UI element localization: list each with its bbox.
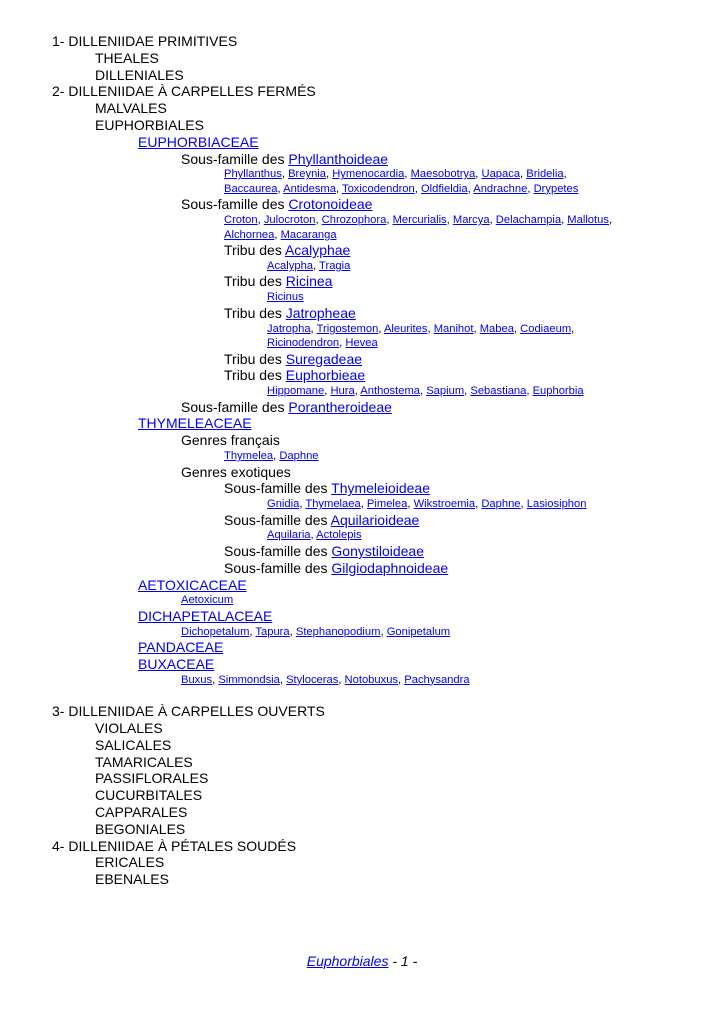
genus-link-codiaeum[interactable]: Codiaeum [520,322,572,335]
separator: , [386,214,393,227]
genera-list [52,290,712,305]
genus-link-styloceras[interactable]: Styloceras [286,673,339,686]
genus-link-trigostemon[interactable]: Trigostemon [316,322,379,335]
order-item [52,117,712,134]
genera-list [52,259,712,274]
separator: , [526,385,533,398]
separator: , [324,385,331,398]
order-item [52,804,712,821]
genus-link-daphne[interactable]: Daphne [279,450,319,463]
subdivision-link-gilgiodaphnoideae[interactable]: Gilgiodaphnoideae [331,559,449,576]
separator: , [563,168,567,181]
subdivision-prefix: Tribu des [224,273,286,290]
section-heading [52,33,712,50]
subdivision-prefix: Sous-famille des [224,542,332,559]
subdivision-item [52,273,712,290]
section-heading [52,83,712,100]
subdivision-item [52,351,712,368]
separator: , [446,214,453,227]
genus-link-anthostema[interactable]: Anthostema [360,385,420,398]
separator: , [464,385,471,398]
item-label: TAMARICALES [95,753,193,770]
genus-link-toxicodendron[interactable]: Toxicodendron [341,182,415,195]
item-label: CUCURBITALES [95,787,203,804]
genus-link-aleurites[interactable]: Aleurites [383,322,428,335]
item-label: EUPHORBIALES [95,116,204,133]
item-label: BEGONIALES [95,820,186,837]
separator: , [489,214,496,227]
genus-link-jatropha[interactable]: Jatropha [267,322,311,335]
genera-list [52,384,712,399]
genus-link-manihot[interactable]: Manihot [433,322,474,335]
subdivision-link-euphorbieae[interactable]: Euphorbieae [285,367,366,384]
order-item [52,821,712,838]
genus-link-bridelia[interactable]: Bridelia [526,168,564,181]
subdivision-prefix: Tribu des [224,350,286,367]
family-item [52,134,712,151]
family-link-pandaceae[interactable]: PANDACEAE [138,639,224,656]
item-label: THEALES [95,49,159,66]
genus-link-simmondsia[interactable]: Simmondsia [218,673,280,686]
genus-link-euphorbia[interactable]: Euphorbia [532,385,584,398]
subdivision-prefix: Sous-famille des [224,511,331,528]
separator: , [527,182,534,195]
subdivision-prefix: Tribu des [224,367,286,384]
subdivision-item [52,305,712,322]
item-label: SALICALES [95,736,172,753]
subdivision-prefix: Sous-famille des [181,196,289,213]
subdivision-prefix: Sous-famille des [181,150,289,167]
footer-link[interactable]: Euphorbiales [306,953,389,969]
genus-link-alchornea[interactable]: Alchornea [224,228,275,241]
order-item [52,787,712,804]
genus-link-breynia[interactable]: Breynia [288,168,326,181]
genus-link-oldfieldia[interactable]: Oldfieldia [420,182,468,195]
item-label: 3- DILLENIIDAE À CARPELLES OUVERTS [52,703,325,720]
order-item [52,754,712,771]
order-item [52,464,712,481]
genus-link-lasiosiphon[interactable]: Lasiosiphon [526,498,587,511]
genus-link-notobuxus[interactable]: Notobuxus [344,673,399,686]
subdivision-item [52,151,712,168]
subdivision-item [52,399,712,416]
family-item [52,656,712,673]
order-item [52,737,712,754]
separator: , [281,168,289,181]
separator: , [326,168,333,181]
subdivision-link-aquilarioideae[interactable]: Aquilarioideae [330,511,420,528]
section-heading [52,838,712,855]
separator: , [339,337,346,350]
separator: , [420,385,427,398]
genus-link-buxus[interactable]: Buxus [181,673,213,686]
genus-link-actolepis[interactable]: Actolepis [316,529,362,542]
item-label: VIOLALES [95,720,163,737]
separator: , [475,168,482,181]
genera-list [52,213,712,228]
family-link-dichapetalaceae[interactable]: DICHAPETALACEAE [138,607,273,624]
order-item [52,770,712,787]
subdivision-prefix: Sous-famille des [224,559,332,576]
subdivision-prefix: Sous-famille des [224,480,332,497]
item-label: 4- DILLENIIDAE À PÉTALES SOUDÉS [52,837,297,854]
item-label: CAPPARALES [95,804,188,820]
genus-link-macaranga[interactable]: Macaranga [280,228,337,241]
genera-list [52,182,712,197]
item-label: PASSIFLORALES [95,770,209,787]
genus-link-aetoxicum[interactable]: Aetoxicum [181,594,234,607]
separator: , [289,625,296,638]
family-link-euphorbiaceae[interactable]: EUPHORBIACEAE [138,133,259,150]
genus-link-dichopetalum[interactable]: Dichopetalum [181,625,250,638]
separator: , [378,322,384,335]
genus-link-acalypha[interactable]: Acalypha [267,259,314,272]
subdivision-item [52,560,712,577]
order-item [52,67,712,84]
genus-link-drypetes[interactable]: Drypetes [533,182,579,195]
item-label: EBENALES [95,871,169,888]
genus-link-tragia[interactable]: Tragia [319,259,351,272]
subdivision-link-suregadeae[interactable]: Suregadeae [285,350,363,367]
order-item [52,720,712,737]
family-item [52,608,712,625]
subdivision-item [52,196,712,213]
genus-link-croton[interactable]: Croton [224,214,258,227]
genus-link-hippomane[interactable]: Hippomane [267,385,325,398]
separator: , [249,625,256,638]
genus-link-mallotus[interactable]: Mallotus [567,214,609,227]
genus-link-thymelaea[interactable]: Thymelaea [305,498,361,511]
genus-link-thymelea[interactable]: Thymelea [224,450,274,463]
genera-list [52,167,712,182]
genera-list [52,228,712,243]
separator: , [427,322,434,335]
genera-list [52,593,712,608]
subdivision-link-ricinea[interactable]: Ricinea [285,273,333,290]
separator: , [274,228,281,241]
separator: , [212,673,219,686]
section-spacer [52,687,712,703]
page-number: - 1 - [388,953,418,969]
separator: , [520,498,527,511]
separator: , [315,214,322,227]
separator: , [404,168,411,181]
genus-link-marcya[interactable]: Marcya [452,214,490,227]
separator: , [608,214,613,227]
separator: , [513,322,521,335]
genus-link-ricinus[interactable]: Ricinus [267,291,304,304]
genera-list [52,673,712,688]
separator: , [398,673,405,686]
separator: , [335,182,342,195]
order-item [52,432,712,449]
genus-link-antidesma[interactable]: Antidesma [283,182,336,195]
section-heading [52,703,712,720]
family-link-thymeleaceae[interactable]: THYMELEACEAE [138,415,252,432]
genus-link-gonipetalum[interactable]: Gonipetalum [386,625,451,638]
genus-link-julocroton[interactable]: Julocroton [263,214,316,227]
item-label: 2- DILLENIIDAE À CARPELLES FERMÉS [52,83,316,100]
separator: , [380,625,387,638]
genus-link-mercurialis[interactable]: Mercurialis [392,214,447,227]
genus-link-delachampia[interactable]: Delachampia [495,214,562,227]
subdivision-prefix: Tribu des [224,304,286,321]
genus-link-aquilaria[interactable]: Aquilaria [267,529,311,542]
separator: , [571,322,575,335]
genera-list [52,528,712,543]
genus-link-tapura[interactable]: Tapura [255,625,290,638]
genus-link-baccaurea[interactable]: Baccaurea [224,182,278,195]
item-label: MALVALES [95,100,167,117]
separator: , [279,673,287,686]
subdivision-item [52,242,712,259]
item-label: Genres français [181,432,280,449]
subdivision-link-gonystiloideae[interactable]: Gonystiloideae [331,542,425,559]
subdivision-prefix: Tribu des [224,242,285,259]
genus-link-mabea[interactable]: Mabea [479,322,514,335]
classification-outline [52,33,712,888]
item-label: 1- DILLENIIDAE PRIMITIVES [52,33,238,49]
order-item [52,50,712,67]
separator: , [407,498,414,511]
order-item [52,100,712,117]
order-item [52,871,712,888]
family-link-aetoxicaceae[interactable]: AETOXICACEAE [138,576,247,593]
genera-list [52,336,712,351]
genera-list [52,322,712,337]
separator: , [310,529,317,542]
subdivision-item [52,543,712,560]
genera-list [52,625,712,640]
subdivision-link-crotonoideae[interactable]: Crotonoideae [288,196,373,213]
separator: , [467,182,474,195]
subdivision-item [52,480,712,497]
genera-list [52,449,712,464]
genus-link-andrachne[interactable]: Andrachne [473,182,528,195]
genus-link-gnidia[interactable]: Gnidia [267,498,300,511]
separator: , [277,182,284,195]
genus-link-phyllanthus[interactable]: Phyllanthus [224,168,282,181]
separator: , [520,168,527,181]
genus-link-hura[interactable]: Hura [330,385,355,398]
family-link-buxaceae[interactable]: BUXACEAE [138,655,215,672]
family-item [52,415,712,432]
separator: , [473,322,480,335]
genus-link-pimelea[interactable]: Pimelea [366,498,408,511]
genera-list [52,497,712,512]
order-item [52,854,712,871]
item-label: Genres exotiques [181,463,291,480]
separator: , [354,385,361,398]
page-footer [0,953,724,969]
separator: , [338,673,345,686]
subdivision-link-phyllanthoideae[interactable]: Phyllanthoideae [288,150,389,167]
genus-link-daphne[interactable]: Daphne [481,498,521,511]
separator: , [414,182,421,195]
subdivision-prefix: Sous-famille des [181,398,289,415]
genus-link-uapaca[interactable]: Uapaca [481,168,521,181]
separator: , [273,450,280,463]
subdivision-link-thymeleioideae[interactable]: Thymeleioideae [331,480,430,497]
genus-link-stephanopodium[interactable]: Stephanopodium [295,625,381,638]
separator: , [257,214,264,227]
subdivision-item [52,367,712,384]
separator: , [299,498,306,511]
separator: , [475,498,482,511]
item-label: ERICALES [95,854,165,871]
separator: , [310,322,317,335]
family-item [52,639,712,656]
family-item [52,577,712,594]
genus-link-hymenocardia[interactable]: Hymenocardia [332,168,405,181]
genus-link-chrozophora[interactable]: Chrozophora [321,214,387,227]
subdivision-link-acalyphae[interactable]: Acalyphae [284,242,351,259]
item-label: DILLENIALES [95,66,184,83]
genus-link-pachysandra[interactable]: Pachysandra [404,673,470,686]
subdivision-link-jatropheae[interactable]: Jatropheae [285,304,356,321]
genus-link-wikstroemia[interactable]: Wikstroemia [413,498,476,511]
separator: , [561,214,568,227]
genus-link-sebastiana[interactable]: Sebastiana [470,385,527,398]
separator: , [313,259,320,272]
separator: , [360,498,367,511]
subdivision-item [52,512,712,529]
genus-link-sapium[interactable]: Sapium [426,385,465,398]
genus-link-hevea[interactable]: Hevea [345,337,378,350]
subdivision-link-porantheroideae[interactable]: Porantheroideae [288,398,392,415]
genus-link-ricinodendron[interactable]: Ricinodendron [267,337,340,350]
genus-link-maesobotrya[interactable]: Maesobotrya [410,168,476,181]
